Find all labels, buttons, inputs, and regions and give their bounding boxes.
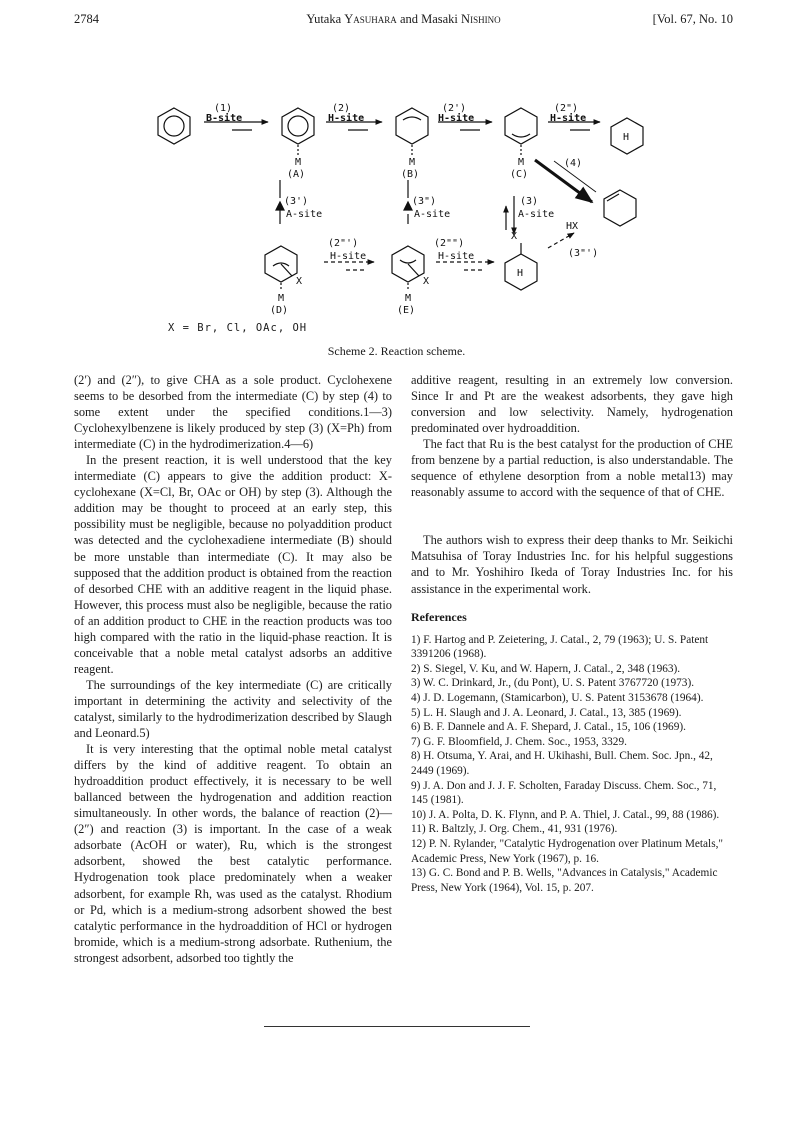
step-3pp-label: (3") [412,196,437,207]
a-site-label-3: A-site [518,209,555,220]
volume-info: [Vol. 67, No. 10 [652,12,733,26]
bottom-rule [264,1026,530,1027]
metal-c: M [518,157,525,168]
left-paragraph-2: In the present reaction, it is well understood that the key intermediate (C) appears to give the addition product: X-cyclohexane (X=Cl, Br, OAc or OH) by step (3). Although the addition may be thought to proceed at an early step, this possibility must be negligible, because no polyaddition product was detected and the cyclohexadiene intermediate (B) should be more unstable than intermediate (C). It may also be supposed that the addition product is obtained from the reaction of desorbed CHE with an additive reagent in the liquid phase. However, this process must also be negligible, because the ratio of an addition product to CHE in the reaction products was too high compared with the ratio in the liquid-phase reaction. It is conceivable that a noble metal catalyst adsorbs an additive reagent. [74,453,392,676]
cyclohexene-ring [604,190,636,226]
left-paragraph-3: The surroundings of the key intermediate (C) are critically important in determining the activity and selectivity of the catalyst, similarly to the hydrodimerization described by Slaugh and Leonard.5) [74,677,392,741]
x-label-e: X [423,276,430,287]
reference-item: 4) J. D. Logemann, (Stamicarbon), U. S. Patent 3153678 (1964). [411,691,704,704]
a-site-label-2: A-site [414,209,451,220]
metal-a: M [295,157,302,168]
label-a: (A) [287,169,306,180]
reference-item: 6) B. F. Dannele and A. F. Shepard, J. Catal., 15, 106 (1969). [411,721,686,734]
step-3p-label: (3') [284,196,309,207]
step-2pp-label: (2") [554,103,579,114]
label-c: (C) [510,169,529,180]
benzene-ring [158,108,190,144]
reference-item: 8) H. Otsuma, Y. Arai, and H. Ukihashi, Bull. Chem. Soc. Jpn., 42, 2449 (1969). [411,750,713,777]
label-d: (D) [270,305,289,316]
running-authors: Yutaka Yasuhara and Masaki Nishino [306,12,501,26]
reference-item: 2) S. Siegel, V. Ku, and W. Hapern, J. Catal., 2, 348 (1963). [411,662,681,675]
right-paragraph-1: additive reagent, resulting in an extremely low conversion. Since Ir and Pt are the weakest adsorbents, they gave high conversion and low selectivity. Namely, hydrogenation predominated over hydroaddition. [411,373,733,436]
h-label-bottom: H [517,268,524,279]
reference-item: 5) L. H. Slaugh and J. A. Leonard, J. Catal., 13, 385 (1969). [411,706,682,719]
a-site-label-1: A-site [286,209,323,220]
x-label-d: X [296,276,303,287]
left-paragraph-1: (2′) and (2″), to give CHA as a sole product. Cyclohexene seems to be desorbed from the intermediate (C) by step (4) to some extent under the specified conditions.1—3) Cyclohexylbenzene is likely produced by step (3) (X=Ph) from intermediate (C) in the hydrodimerization.4—6) [74,373,392,452]
metal-e: M [405,293,412,304]
right-paragraph-2: The fact that Ru is the best catalyst for the production of CHE from benzene by a partial reduction, is also understandable. The sequence of ethylene desorption from a noble metal13) may reasonably assume to accord with the sequence of that of CHE. [411,437,733,500]
hx-label: HX [566,221,579,232]
scheme-caption: Scheme 2. Reaction scheme. [327,344,466,358]
label-b: (B) [401,169,420,180]
step-3-label: (3) [520,196,539,207]
step-2ppp-label: (2"') [328,238,359,249]
reference-item: 1) F. Hartog and P. Zeietering, J. Catal., 2, 79 (1963); U. S. Patent 3391206 (1968). [411,633,709,661]
h-site-label-3: H-site [550,113,587,124]
intermediate-b-ring [396,108,428,144]
h-site-label-4: H-site [330,251,367,262]
x-definition: X = Br, Cl, OAc, OH [168,322,308,334]
reference-item: 10) J. A. Polta, D. K. Flynn, and P. A. Thiel, J. Catal., 99, 88 (1986). [411,808,720,821]
b-site-label: B-site [206,113,243,124]
step-2-label: (2) [332,103,351,114]
left-column [74,372,392,966]
intermediate-a-ring [282,108,314,144]
reference-item: 12) P. N. Rylander, "Catalytic Hydrogenation over Platinum Metals," Academic Press, New York (1967), p. 16. [411,837,724,865]
reference-item: 13) G. C. Bond and P. B. Wells, "Advances in Catalysis," Academic Press, New York (1964), Vol. 15, p. 207. [411,867,718,894]
acknowledgment: The authors wish to express their deep thanks to Mr. Seikichi Matsuhisa of Toray Industries Inc. for his helpful suggestions and to Mr. Yoshihiro Ikeda of Toray Industries Inc. for his assistance in the experimental work. [411,533,733,596]
h-label-top: H [623,132,630,143]
h-site-label-1: H-site [328,113,365,124]
step-3ppp-label: (3"') [568,248,599,259]
metal-b: M [409,157,416,168]
intermediate-c-ring [505,108,537,144]
x-label-c: X [511,231,518,242]
reference-item: 11) R. Baltzly, J. Org. Chem., 41, 931 (1976). [411,823,618,836]
step-2pppp-label: (2"") [434,238,465,249]
reaction-scheme [140,98,660,338]
running-header [74,12,733,30]
label-e: (E) [397,305,416,316]
page-number: 2784 [74,12,99,26]
right-column [411,372,733,895]
reference-item: 7) G. F. Bloomfield, J. Chem. Soc., 1953, 3329. [411,735,627,748]
h-site-label-5: H-site [438,251,475,262]
references-heading: References [411,609,467,624]
reference-item: 9) J. A. Don and J. J. F. Scholten, Faraday Discuss. Chem. Soc., 71, 145 (1981). [411,779,717,807]
step-1-label: (1) [214,103,233,114]
h-site-label-2: H-site [438,113,475,124]
step-2p-label: (2') [442,103,467,114]
metal-d: M [278,293,285,304]
step-4-label: (4) [564,158,583,169]
reference-item: 3) W. C. Drinkard, Jr., (du Pont), U. S. Patent 3767720 (1973). [411,677,695,690]
left-paragraph-4: It is very interesting that the optimal noble metal catalyst differs by the kind of additive reagent. To obtain an hydroaddition product effectively, it is necessary to be well ballanced between the hydrogenation and addition reaction simultaneously. In other words, the balance of reaction (2)—(2″) and reaction (3) is important. In the case of a weak adsorbate (AcOH or water), Ru, which is the strongest adsorbent, showed the best catalytic performance. Hydrogenation took place predominately when a weaker adsorbent, for example Rh, was used as the catalyst. Rhodium or Pd, which is a medium-strong adsorbent showed the best catalytic performance in the hydroaddition of HCl or hydrogen bromide, which is a medium-strong adsorbate. Ruthenium, the strongest adsorbent, adsorbed too tightly the [74,742,392,965]
benzene-circle [164,116,184,136]
